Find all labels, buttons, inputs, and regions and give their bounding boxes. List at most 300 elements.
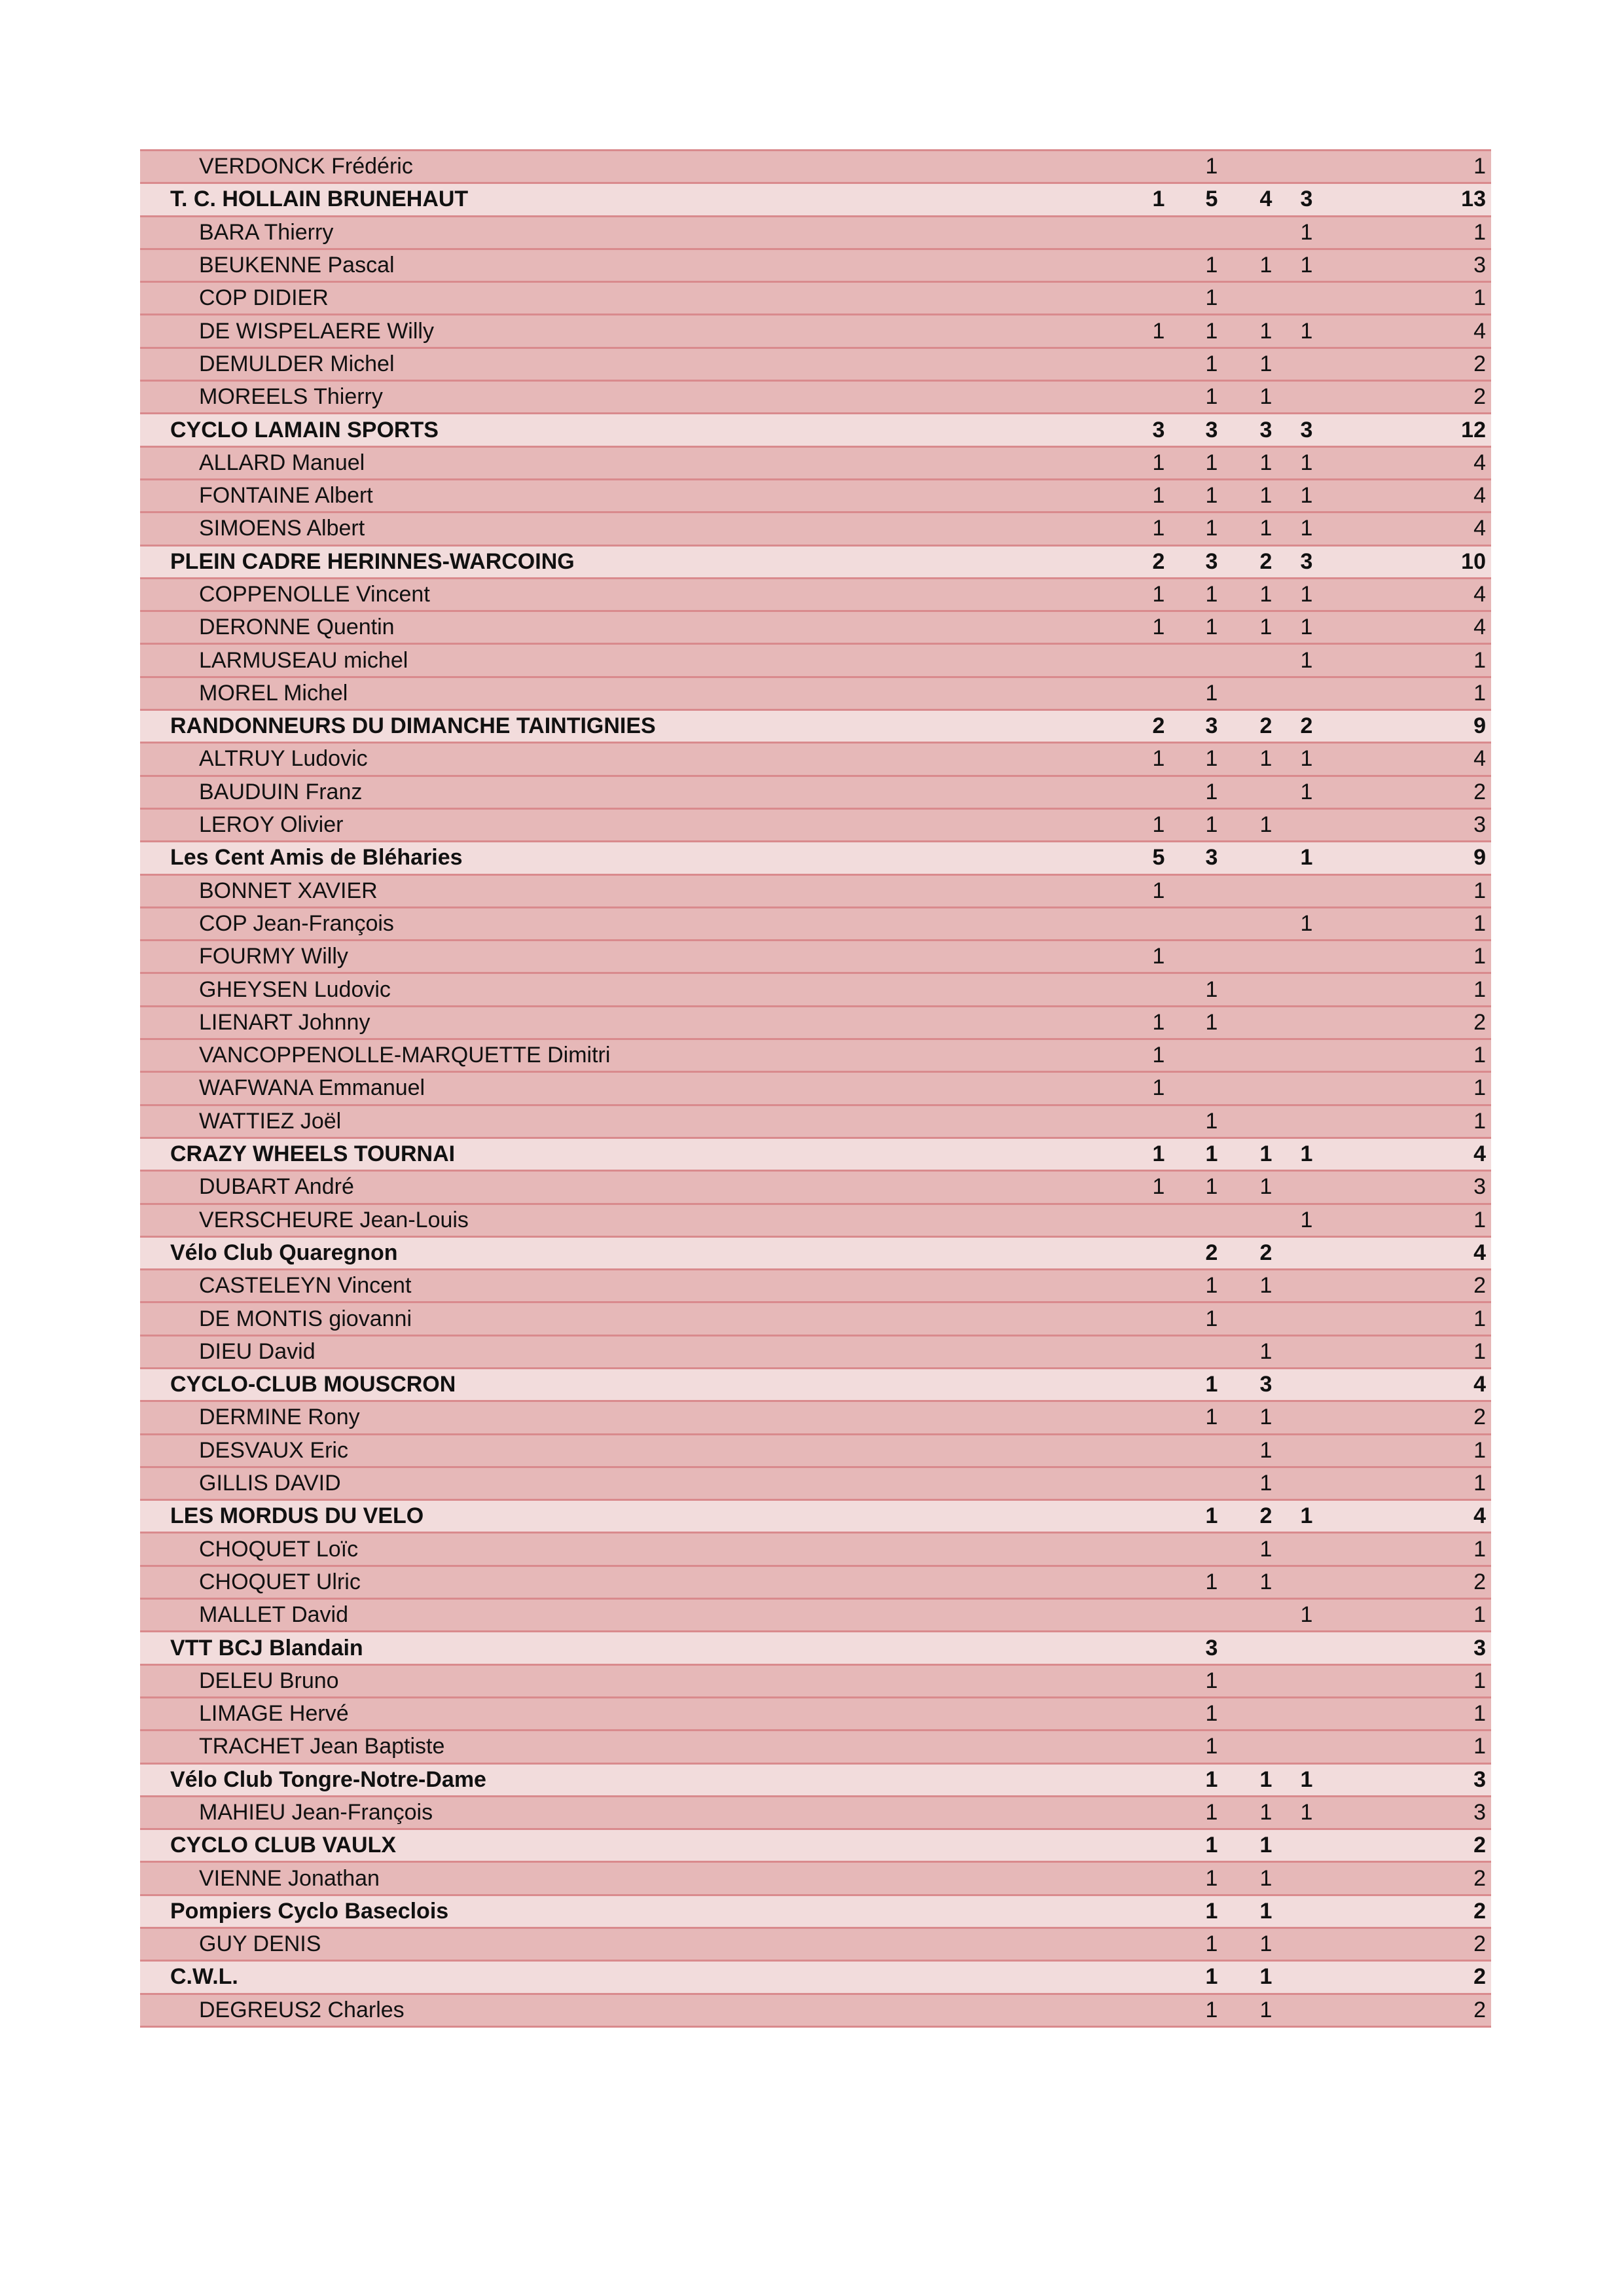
count-cell-1: 1: [1152, 318, 1165, 344]
member-row: [140, 1797, 1491, 1830]
total-cell: 9: [1473, 713, 1486, 739]
count-cell-3: 1: [1259, 1338, 1272, 1364]
club-row: [140, 1896, 1491, 1929]
total-cell: 4: [1473, 516, 1486, 541]
count-cell-1: [1144, 1106, 1173, 1137]
count-cell-4: [1292, 1336, 1321, 1367]
count-cell-2: 1: [1205, 977, 1218, 1002]
club-name: PLEIN CADRE HERINNES-WARCOING: [170, 548, 575, 574]
member-row: [140, 1073, 1491, 1105]
total-cell: 3: [1473, 812, 1486, 838]
member-row: [140, 1205, 1491, 1238]
total-cell: 4: [1473, 746, 1486, 772]
total-cell: 2: [1473, 384, 1486, 410]
member-row: [140, 1040, 1491, 1073]
total-cell: 1: [1473, 1075, 1486, 1101]
member-row: [140, 1172, 1491, 1204]
count-cell-2: 1: [1205, 384, 1218, 410]
member-row: [140, 382, 1491, 414]
count-cell-2: 1: [1205, 253, 1218, 278]
count-cell-4: [1292, 1666, 1321, 1696]
total-cell: 4: [1473, 1141, 1486, 1167]
count-cell-1: 2: [1152, 713, 1165, 739]
count-cell-1: 1: [1152, 1174, 1165, 1200]
count-cell-3: [1252, 1600, 1280, 1630]
total-cell: 10: [1461, 548, 1486, 574]
count-cell-2: 1: [1205, 1108, 1218, 1134]
count-cell-3: 1: [1259, 450, 1272, 475]
count-cell-4: 3: [1300, 417, 1313, 442]
count-cell-4: 1: [1300, 1141, 1313, 1167]
count-cell-1: 1: [1152, 450, 1165, 475]
count-cell-3: [1252, 1731, 1280, 1762]
member-row: [140, 1402, 1491, 1435]
count-cell-4: 3: [1300, 187, 1313, 212]
total-cell: 1: [1473, 878, 1486, 903]
club-row: [140, 1501, 1491, 1534]
count-cell-1: [1144, 1402, 1173, 1433]
member-row: [140, 283, 1491, 315]
count-cell-1: [1144, 1270, 1173, 1301]
count-cell-2: 3: [1205, 845, 1218, 870]
member-row: [140, 1303, 1491, 1336]
total-cell: 3: [1473, 1767, 1486, 1792]
club-row: [140, 1238, 1491, 1270]
count-cell-3: 1: [1259, 1471, 1272, 1496]
count-cell-1: [1144, 1797, 1173, 1828]
count-cell-1: [1144, 382, 1173, 412]
club-name: Les Cent Amis de Bléharies: [170, 845, 463, 870]
count-cell-2: 1: [1205, 1668, 1218, 1693]
count-cell-2: [1197, 908, 1226, 939]
total-cell: 4: [1473, 1372, 1486, 1397]
count-cell-4: [1292, 1303, 1321, 1334]
count-cell-4: [1292, 1402, 1321, 1433]
member-name: DE WISPELAERE Willy: [199, 318, 434, 344]
total-cell: 1: [1473, 1207, 1486, 1232]
total-cell: 1: [1473, 1602, 1486, 1628]
count-cell-2: 3: [1205, 713, 1218, 739]
count-cell-3: 1: [1259, 1437, 1272, 1463]
count-cell-3: [1252, 1632, 1280, 1663]
total-cell: 1: [1473, 1338, 1486, 1364]
member-row: [140, 744, 1491, 776]
total-cell: 4: [1473, 318, 1486, 344]
total-cell: 1: [1473, 1668, 1486, 1693]
count-cell-1: [1144, 1369, 1173, 1400]
member-row: [140, 315, 1491, 348]
count-cell-1: 1: [1152, 582, 1165, 607]
count-cell-4: 1: [1300, 910, 1313, 936]
count-cell-1: 2: [1152, 548, 1165, 574]
count-cell-2: 1: [1205, 680, 1218, 706]
count-cell-3: 1: [1259, 1569, 1272, 1594]
count-cell-3: [1252, 974, 1280, 1005]
member-row: [140, 1995, 1491, 2028]
count-cell-4: 1: [1300, 647, 1313, 673]
total-cell: 1: [1473, 1536, 1486, 1562]
count-cell-4: 1: [1300, 516, 1313, 541]
count-cell-1: 1: [1152, 878, 1165, 903]
count-cell-1: [1144, 1238, 1173, 1268]
count-cell-3: [1252, 908, 1280, 939]
count-cell-2: 1: [1205, 746, 1218, 772]
club-name: T. C. HOLLAIN BRUNEHAUT: [170, 187, 469, 212]
count-cell-4: [1292, 283, 1321, 314]
club-name: CRAZY WHEELS TOURNAI: [170, 1141, 456, 1167]
count-cell-2: [1197, 1534, 1226, 1564]
member-row: [140, 1106, 1491, 1139]
member-name: VERSCHEURE Jean-Louis: [199, 1207, 469, 1232]
member-row: [140, 810, 1491, 842]
count-cell-2: 5: [1205, 187, 1218, 212]
count-cell-4: [1292, 151, 1321, 182]
total-cell: 2: [1473, 351, 1486, 376]
total-cell: 3: [1473, 1799, 1486, 1825]
member-name: DE MONTIS giovanni: [199, 1306, 412, 1331]
club-row: [140, 1830, 1491, 1863]
count-cell-2: 1: [1205, 285, 1218, 311]
count-cell-1: 1: [1152, 1141, 1165, 1167]
club-name: CYCLO LAMAIN SPORTS: [170, 417, 439, 442]
count-cell-1: [1144, 1863, 1173, 1893]
count-cell-4: [1292, 974, 1321, 1005]
club-row: [140, 1765, 1491, 1797]
total-cell: 4: [1473, 582, 1486, 607]
count-cell-1: [1144, 974, 1173, 1005]
total-cell: 1: [1473, 1306, 1486, 1331]
count-cell-4: [1292, 1962, 1321, 1992]
count-cell-1: 1: [1152, 944, 1165, 969]
total-cell: 2: [1473, 1997, 1486, 2022]
club-name: CYCLO CLUB VAULX: [170, 1833, 397, 1858]
total-cell: 3: [1473, 1174, 1486, 1200]
count-cell-1: [1144, 1567, 1173, 1598]
member-name: DUBART André: [199, 1174, 354, 1200]
count-cell-3: [1252, 1698, 1280, 1729]
club-name: RANDONNEURS DU DIMANCHE TAINTIGNIES: [170, 713, 656, 739]
count-cell-1: [1144, 1830, 1173, 1861]
member-row: [140, 513, 1491, 546]
member-row: [140, 1731, 1491, 1764]
count-cell-4: 1: [1300, 483, 1313, 509]
count-cell-3: 1: [1259, 516, 1272, 541]
count-cell-2: 1: [1205, 1964, 1218, 1990]
member-name: MOREELS Thierry: [199, 384, 383, 410]
count-cell-3: [1252, 1303, 1280, 1334]
count-cell-3: [1252, 1040, 1280, 1071]
count-cell-3: 1: [1259, 1997, 1272, 2022]
count-cell-2: 1: [1205, 516, 1218, 541]
count-cell-1: [1144, 1698, 1173, 1729]
total-cell: 1: [1473, 1471, 1486, 1496]
count-cell-3: [1252, 842, 1280, 873]
member-row: [140, 151, 1491, 184]
count-cell-4: 1: [1300, 1207, 1313, 1232]
count-cell-4: [1292, 1238, 1321, 1268]
count-cell-2: 1: [1205, 779, 1218, 804]
count-cell-1: [1144, 1995, 1173, 2026]
count-cell-3: [1252, 777, 1280, 808]
member-name: LEROY Olivier: [199, 812, 344, 838]
count-cell-3: 1: [1259, 483, 1272, 509]
count-cell-3: 3: [1259, 1372, 1272, 1397]
count-cell-4: [1292, 876, 1321, 906]
total-cell: 2: [1473, 1833, 1486, 1858]
count-cell-1: [1144, 1896, 1173, 1927]
count-cell-3: 1: [1259, 1273, 1272, 1299]
member-name: DIEU David: [199, 1338, 316, 1364]
club-row: [140, 1962, 1491, 1994]
count-cell-3: 1: [1259, 1141, 1272, 1167]
member-row: [140, 480, 1491, 513]
count-cell-1: [1144, 1468, 1173, 1499]
count-cell-3: 1: [1259, 1405, 1272, 1430]
count-cell-2: 1: [1205, 318, 1218, 344]
count-cell-4: [1292, 1534, 1321, 1564]
count-cell-3: 2: [1259, 1240, 1272, 1265]
count-cell-2: [1197, 1205, 1226, 1236]
total-cell: 12: [1461, 417, 1486, 442]
count-cell-3: 1: [1259, 582, 1272, 607]
count-cell-3: 1: [1259, 318, 1272, 344]
member-row: [140, 612, 1491, 645]
total-cell: 4: [1473, 615, 1486, 640]
count-cell-4: [1292, 1073, 1321, 1103]
member-name: WAFWANA Emmanuel: [199, 1075, 425, 1101]
count-cell-4: [1292, 1698, 1321, 1729]
club-row: [140, 414, 1491, 447]
count-cell-2: [1197, 1336, 1226, 1367]
count-cell-2: 1: [1205, 1865, 1218, 1891]
count-cell-3: 1: [1259, 1898, 1272, 1924]
ranking-table: [140, 149, 1491, 2028]
count-cell-3: [1252, 678, 1280, 709]
count-cell-4: 3: [1300, 548, 1313, 574]
member-name: VERDONCK Frédéric: [199, 154, 413, 179]
member-name: VANCOPPENOLLE-MARQUETTE Dimitri: [199, 1043, 611, 1068]
count-cell-4: [1292, 1369, 1321, 1400]
count-cell-3: 1: [1259, 1767, 1272, 1792]
count-cell-1: 1: [1152, 1043, 1165, 1068]
count-cell-4: [1292, 1172, 1321, 1202]
total-cell: 2: [1473, 1405, 1486, 1430]
count-cell-1: [1144, 1600, 1173, 1630]
club-name: Vélo Club Quaregnon: [170, 1240, 398, 1265]
count-cell-3: 1: [1259, 1799, 1272, 1825]
total-cell: 4: [1473, 1503, 1486, 1529]
count-cell-1: [1144, 678, 1173, 709]
count-cell-2: [1197, 1073, 1226, 1103]
count-cell-3: 1: [1259, 1931, 1272, 1957]
member-row: [140, 1534, 1491, 1566]
member-name: DEGREUS2 Charles: [199, 1997, 405, 2022]
count-cell-4: [1292, 1896, 1321, 1927]
count-cell-1: [1144, 1336, 1173, 1367]
member-name: DELEU Bruno: [199, 1668, 339, 1693]
count-cell-2: 1: [1205, 1931, 1218, 1957]
member-name: DEMULDER Michel: [199, 351, 395, 376]
club-row: [140, 547, 1491, 579]
count-cell-1: [1144, 217, 1173, 248]
count-cell-1: 1: [1152, 1075, 1165, 1101]
count-cell-2: [1197, 1468, 1226, 1499]
member-name: FONTAINE Albert: [199, 483, 373, 509]
count-cell-1: 1: [1152, 812, 1165, 838]
count-cell-3: 1: [1259, 1536, 1272, 1562]
total-cell: 2: [1473, 1569, 1486, 1594]
count-cell-1: [1144, 1962, 1173, 1992]
member-name: GUY DENIS: [199, 1931, 321, 1957]
count-cell-3: 2: [1259, 1503, 1272, 1529]
club-name: Vélo Club Tongre-Notre-Dame: [170, 1767, 486, 1792]
count-cell-4: [1292, 1040, 1321, 1071]
count-cell-2: 1: [1205, 615, 1218, 640]
count-cell-4: [1292, 1863, 1321, 1893]
member-name: TRACHET Jean Baptiste: [199, 1734, 445, 1759]
count-cell-4: [1292, 382, 1321, 412]
count-cell-2: [1197, 876, 1226, 906]
count-cell-1: 1: [1152, 187, 1165, 212]
member-name: DERMINE Rony: [199, 1405, 360, 1430]
count-cell-4: [1292, 810, 1321, 840]
count-cell-3: [1252, 1205, 1280, 1236]
count-cell-2: 3: [1205, 548, 1218, 574]
total-cell: 4: [1473, 483, 1486, 509]
total-cell: 3: [1473, 253, 1486, 278]
count-cell-2: 1: [1205, 1767, 1218, 1792]
member-name: SIMOENS Albert: [199, 516, 365, 541]
count-cell-1: [1144, 250, 1173, 281]
count-cell-1: [1144, 1435, 1173, 1466]
count-cell-3: 1: [1259, 384, 1272, 410]
count-cell-3: 3: [1259, 417, 1272, 442]
member-row: [140, 1698, 1491, 1731]
count-cell-2: [1197, 217, 1226, 248]
member-name: DESVAUX Eric: [199, 1437, 348, 1463]
member-row: [140, 777, 1491, 810]
total-cell: 4: [1473, 1240, 1486, 1265]
count-cell-1: 5: [1152, 845, 1165, 870]
total-cell: 2: [1473, 1865, 1486, 1891]
total-cell: 2: [1473, 1964, 1486, 1990]
count-cell-1: [1144, 1765, 1173, 1795]
member-row: [140, 974, 1491, 1007]
count-cell-1: [1144, 1666, 1173, 1696]
count-cell-2: 1: [1205, 1734, 1218, 1759]
count-cell-2: 1: [1205, 154, 1218, 179]
member-name: BONNET XAVIER: [199, 878, 378, 903]
count-cell-3: 1: [1259, 253, 1272, 278]
count-cell-3: [1252, 1106, 1280, 1137]
count-cell-2: 1: [1205, 1898, 1218, 1924]
count-cell-4: [1292, 1567, 1321, 1598]
total-cell: 1: [1473, 219, 1486, 245]
count-cell-3: 1: [1259, 1833, 1272, 1858]
member-name: ALLARD Manuel: [199, 450, 365, 475]
count-cell-1: 1: [1152, 483, 1165, 509]
count-cell-3: [1252, 645, 1280, 675]
count-cell-4: [1292, 1995, 1321, 2026]
member-row: [140, 1007, 1491, 1040]
total-cell: 1: [1473, 1437, 1486, 1463]
member-name: CHOQUET Loïc: [199, 1536, 359, 1562]
count-cell-4: [1292, 1830, 1321, 1861]
count-cell-4: [1292, 678, 1321, 709]
member-name: LIENART Johnny: [199, 1009, 370, 1035]
count-cell-4: 1: [1300, 318, 1313, 344]
total-cell: 1: [1473, 910, 1486, 936]
member-row: [140, 1929, 1491, 1962]
count-cell-1: [1144, 349, 1173, 380]
count-cell-1: [1144, 1929, 1173, 1960]
count-cell-3: 4: [1259, 187, 1272, 212]
club-row: [140, 711, 1491, 744]
total-cell: 1: [1473, 680, 1486, 706]
count-cell-2: 1: [1205, 582, 1218, 607]
count-cell-2: 1: [1205, 812, 1218, 838]
member-name: LARMUSEAU michel: [199, 647, 408, 673]
member-name: CHOQUET Ulric: [199, 1569, 361, 1594]
member-row: [140, 1336, 1491, 1369]
count-cell-2: 1: [1205, 1997, 1218, 2022]
count-cell-2: [1197, 1435, 1226, 1466]
count-cell-2: 1: [1205, 1372, 1218, 1397]
count-cell-1: [1144, 645, 1173, 675]
count-cell-4: [1292, 349, 1321, 380]
total-cell: 1: [1473, 1734, 1486, 1759]
count-cell-2: 1: [1205, 1174, 1218, 1200]
count-cell-3: 1: [1259, 1865, 1272, 1891]
total-cell: 1: [1473, 1108, 1486, 1134]
count-cell-3: [1252, 283, 1280, 314]
total-cell: 1: [1473, 1701, 1486, 1727]
count-cell-4: 2: [1300, 713, 1313, 739]
count-cell-4: [1292, 1007, 1321, 1038]
count-cell-1: [1144, 908, 1173, 939]
count-cell-2: [1197, 941, 1226, 972]
count-cell-1: 1: [1152, 746, 1165, 772]
total-cell: 2: [1473, 1931, 1486, 1957]
count-cell-4: [1292, 1435, 1321, 1466]
count-cell-1: [1144, 1632, 1173, 1663]
count-cell-1: [1144, 777, 1173, 808]
count-cell-2: 1: [1205, 1273, 1218, 1299]
count-cell-4: [1292, 1270, 1321, 1301]
count-cell-2: [1197, 1600, 1226, 1630]
count-cell-2: 1: [1205, 1306, 1218, 1331]
count-cell-4: 1: [1300, 779, 1313, 804]
count-cell-1: 1: [1152, 516, 1165, 541]
count-cell-2: [1197, 1040, 1226, 1071]
count-cell-2: 1: [1205, 1405, 1218, 1430]
member-row: [140, 876, 1491, 908]
club-name: C.W.L.: [170, 1964, 238, 1990]
total-cell: 2: [1473, 779, 1486, 804]
count-cell-1: [1144, 1534, 1173, 1564]
count-cell-3: [1252, 941, 1280, 972]
club-row: [140, 184, 1491, 217]
member-row: [140, 349, 1491, 382]
count-cell-1: [1144, 151, 1173, 182]
member-row: [140, 1435, 1491, 1468]
club-row: [140, 842, 1491, 875]
count-cell-1: 3: [1152, 417, 1165, 442]
member-name: WATTIEZ Joël: [199, 1108, 342, 1134]
total-cell: 1: [1473, 944, 1486, 969]
total-cell: 1: [1473, 1043, 1486, 1068]
member-name: DERONNE Quentin: [199, 615, 395, 640]
